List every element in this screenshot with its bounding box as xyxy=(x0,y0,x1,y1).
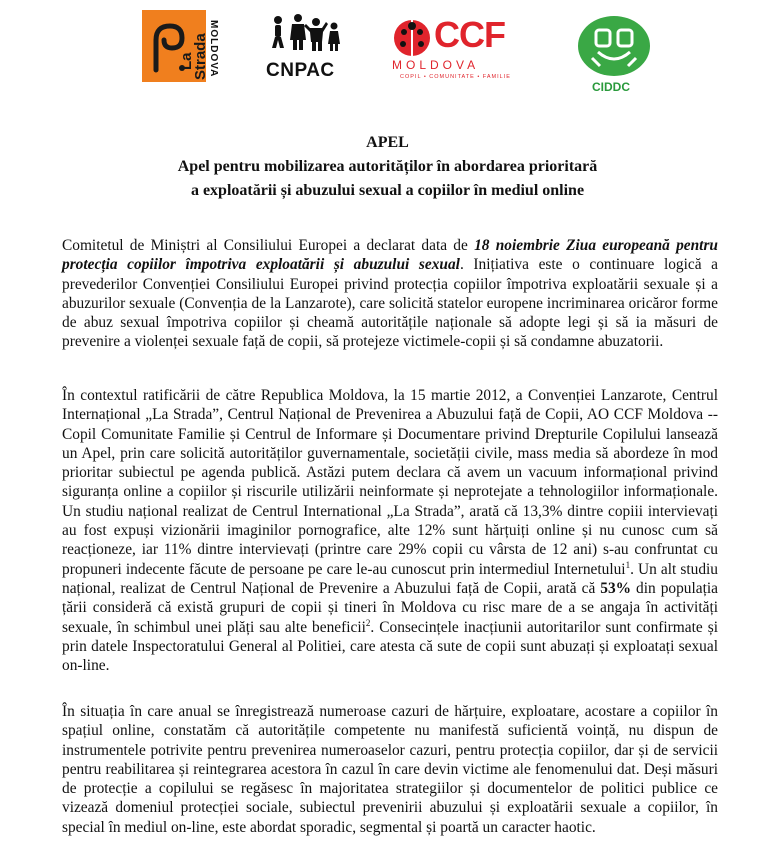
paragraph-1-emphasis: 18 noiembrie Ziua europeană pentru protecția copiilor împotriva exploatării și abuzului sexual xyxy=(62,237,718,274)
children-figures-icon xyxy=(264,12,344,58)
footnote-ref-1: 1 xyxy=(625,559,631,570)
ccf-tagline: COPIL • COMUNITATE • FAMILIE xyxy=(400,74,511,80)
cnpac-name: CNPAC xyxy=(266,60,335,81)
la-strada-strada: Strada xyxy=(192,33,209,80)
ladybug-icon xyxy=(390,16,434,60)
paragraph-1 xyxy=(62,236,718,352)
paragraph-2-text-c: din populația țării consideră că există grupuri de copii și tineri în Moldova cu risc mare de a se angaja în activități sexuale, în schimbul unei plăți sau alte beneficii xyxy=(62,579,718,636)
doc-title: APEL xyxy=(366,134,409,151)
la-strada-logo xyxy=(142,10,224,92)
paragraph-3 xyxy=(62,702,718,837)
partner-logos xyxy=(0,0,775,100)
cnpac-logo xyxy=(264,12,344,88)
ccf-country: MOLDOVA xyxy=(392,58,480,72)
ciddc-emblem-icon xyxy=(574,14,654,78)
paragraph-3-text: În situația în care anual se înregistrează numeroase cazuri de hărțuire, exploatare, acostare a copiilor în spațiul online, constatăm că autoritățile competente nu manifestă suficientă voință, nu dispun de instrumentele potrivite pentru prevenirea numeroaselor cazuri, pentru protecția copiilor, dar și de servicii pentru reabilitarea și reintegrarea acestora în cazul în care devin victime ale fenomenului dat. Deși măsuri de protecție a copilului se regăsesc în majoritatea strategiilor și documentelor de politici publice ce vizează domeniul protecției sociale, subiectul prevenirii abuzului și exploatării sexuale a copiilor, în special în mediul on-line, este abordat sporadic, segmental și poartă un caracter haotic. xyxy=(62,703,718,836)
footnote-ref-2: 2 xyxy=(365,617,371,628)
paragraph-2-text-d: . Consecințele inacțiunii autoritarilor sunt confirmate și prin datele Inspectoratului General al Politiei, care atesta că sute de copii sunt abuzați și exploatați sexual on-line. xyxy=(62,618,718,675)
paragraph-1-text-c: . Inițiativa este o continuare logică a prevederilor Convenției Consiliului Europei privind protecția copiilor împotriva exploatării sexuale și a abuzurilor sexuale (Convenția de la Lanzarote), care solicită statelor europene incriminarea oricăror forme de abuz sexual împotriva copiilor și cheamă autoritățile naționale să adopte legi și să ia măsuri de prevenire a violenței sexuale față de copii, să protejeze victimele-copii și să condamne abuzatorii. xyxy=(62,256,718,351)
doc-subtitle-line1: Apel pentru mobilizarea autorităților în abordarea prioritară xyxy=(177,158,598,175)
paragraph-2-text-b: . Un alt studiu național, realizat de Centrul Național de Prevenire a Abuzului față de Copii, arată că xyxy=(62,560,718,597)
la-strada-moldova: MOLDOVA xyxy=(208,20,219,78)
paragraph-2 xyxy=(62,386,718,675)
paragraph-1-text-a: Comitetul de Miniștri al Consiliului Europei a declarat data de xyxy=(62,237,475,254)
ciddc-name: CIDDC xyxy=(592,80,630,94)
ciddc-logo xyxy=(574,14,654,94)
ccf-name: CCF xyxy=(434,14,505,55)
la-strada-la: La xyxy=(178,52,195,70)
paragraph-2-text-a: În contextul ratificării de către Republica Moldova, la 15 martie 2012, a Convenției Lanzarote, Centrul Internațional „La Strada”, Centrul Național de Prevenirea a Abuzului față de Copii, AO CCF Moldova --Copil Comunitate Familie și Centrul de Informare și Documentare privind Drepturile Copilului lansează un Apel, prin care solicită autorităților guvernamentale, societății civile, mass media să abordeze în mod prioritar subiectul pe agenda publică. Astăzi putem declara că avem un vacuum informațional privind siguranța online a copiilor și riscurile utilizării neinformate și neprotejate a tehnologiilor informaționale. Un studiu național realizat de Centrul International „La Strada”, arată că 13,3% dintre copiii intervievați au fost expuși vizionării imaginilor pornografice, alte 12% sunt hărțuiți online și nu cunosc cum să reacționeze, iar 11% dintre intervievați (printre care 29% copii cu vârsta de 12 ani) s-au confruntat cu propuneri indecente făcute de persoane pe care le-au cunoscut prin intermediul Internetului xyxy=(62,387,718,578)
ccf-logo xyxy=(388,12,518,82)
doc-subtitle-line2: a exploatării și abuzului sexual a copiilor în mediul online xyxy=(190,182,585,199)
paragraph-2-percent: 53% xyxy=(600,579,632,597)
